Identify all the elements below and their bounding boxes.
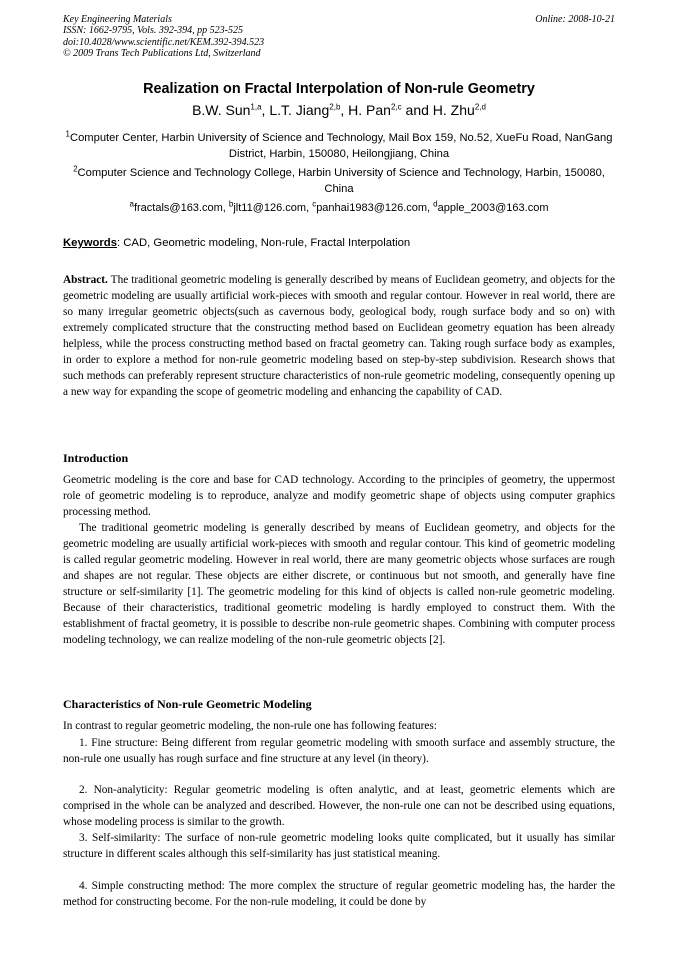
author-affiliation-mark: 2,d <box>474 102 486 112</box>
section-heading-characteristics: Characteristics of Non-rule Geometric Modeling <box>63 697 312 711</box>
introduction-paragraph-2: The traditional geometric modeling is generally described by means of Euclidean geometry, and objects for the geometric modeling are usually artificial work-pieces with smooth and regular contour. This kind of geometric modeling is called regular geometric modeling. However in real world, there are many geometric objects whose surfaces are rough and shapes are not regular. These objects are either discrete, or continuous but not smooth, and generally have fine structure or self-similarity [1]. The geometric modeling for this kind of objects is called non-rule geometric modeling. Because of their characteristics, traditional geometric modeling is hardly employed to construct them. With the establishment of fractal geometry, it is possible to describe non-rule geometric shapes. Combining with computer process modeling technology, we can realize modeling of the non-rule geometric objects [2]. <box>63 522 615 646</box>
keywords-line <box>63 237 615 249</box>
author-separator: , <box>340 102 349 118</box>
email-mark: b <box>228 199 234 209</box>
affiliation-text: Computer Science and Technology College, Harbin University of Science and Technology, Harbin, 150080, China <box>77 167 605 195</box>
keywords-label: Keywords <box>63 237 117 249</box>
abstract-label: Abstract. <box>63 274 108 286</box>
feature-item-non-analyticity: 2. Non-analyticity: Regular geometric modeling is often analytic, and at least, geometric elements which are comprised in the whole can be analyzed and described. However, the non-rule one can not be described using equations, whose modeling process is similar to the growth. <box>63 784 615 828</box>
author-affiliation-mark: 2,c <box>390 102 402 112</box>
author-name: H. Zhu <box>432 102 475 118</box>
issn-line: ISSN: 1662-9795, Vols. 392-394, pp 523-525 <box>63 25 243 37</box>
doi-line[interactable]: doi:10.4028/www.scientific.net/KEM.392-394.523 <box>63 36 265 48</box>
affiliation-text: Computer Center, Harbin University of Science and Technology, Mail Box 159, No.52, XueFu Road, NanGang District, Harbin, 150080, Heilongjiang, China <box>69 132 613 160</box>
author-emails <box>63 199 615 214</box>
affiliation-mark: 1 <box>65 129 70 139</box>
online-date: Online: 2008-10-21 <box>535 14 615 25</box>
copyright-line: © 2009 Trans Tech Publications Ltd, Switzerland <box>63 47 261 59</box>
email-address[interactable]: apple_2003@163.com <box>437 202 549 214</box>
paper-title: Realization on Fractal Interpolation of Non-rule Geometry <box>143 81 535 97</box>
author-name: B.W. Sun <box>192 102 251 118</box>
abstract-text: The traditional geometric modeling is generally described by means of Euclidean geometry, and objects for the geometric modeling are usually artificial work-pieces with smooth and regular contour. However in real world, there are so many irregular geometric objects(such as cavernous body, geological body, rough surface body and so on) with extremely complicated structure that the constructing method based on Euclidean geometry equation has been already helpless, while the process constructing method based on fractal geometry can. Taking rough surface body as examples, in order to explore a method for non-rule geometric modeling based on step-by-step subdivision. Research shows that such methods can preferably represent structure characteristics of non-rule geometric modeling, consequently opening up a new way for expanding the scope of geometric modeling and enhancing the capability of CAD. <box>63 274 615 398</box>
characteristics-intro: In contrast to regular geometric modeling, the non-rule one has following features: <box>63 720 437 732</box>
author-name: L.T. Jiang <box>269 102 330 118</box>
email-address[interactable]: jlt11@126.com, <box>233 202 313 214</box>
author-list <box>63 102 615 118</box>
email-address[interactable]: panhai1983@126.com, <box>316 202 434 214</box>
introduction-paragraph-1: Geometric modeling is the core and base for CAD technology. According to the principles of geometry, the uppermost role of geometric modeling is to reproduce, analyze and modify geometric shape of objects using computer graphics processing method. <box>63 474 615 518</box>
feature-item-fine-structure: 1. Fine structure: Being different from regular geometric modeling with smooth surface and assembly structure, the non-rule one usually has rough surface and fine structure at any level (in theory). <box>63 737 615 765</box>
feature-item-self-similarity: 3. Self-similarity: The surface of non-rule geometric modeling looks quite complicated, but it usually has similar structure in different scales although this self-similarity has just statistical meaning. <box>63 832 615 860</box>
affiliation-2 <box>63 165 615 197</box>
journal-header <box>63 14 615 59</box>
keywords-text: : CAD, Geometric modeling, Non-rule, Fractal Interpolation <box>117 237 411 249</box>
author-affiliation-mark: 2,b <box>329 102 341 112</box>
journal-name: Key Engineering Materials <box>63 14 172 25</box>
email-mark: d <box>433 199 438 209</box>
author-name: H. Pan <box>348 102 391 118</box>
feature-item-simple-constructing-method: 4. Simple constructing method: The more complex the structure of regular geometric modeling has, the harder the method for constructing become. For the non-rule modeling, it could be done by <box>63 880 615 908</box>
email-address[interactable]: fractals@163.com, <box>133 202 229 214</box>
affiliation-1 <box>63 130 615 162</box>
author-separator: and <box>401 102 433 118</box>
email-mark: a <box>129 199 134 209</box>
affiliation-mark: 2 <box>73 164 78 174</box>
section-heading-introduction: Introduction <box>63 451 129 465</box>
author-separator: , <box>261 102 270 118</box>
abstract-paragraph <box>63 272 615 400</box>
author-affiliation-mark: 1,a <box>250 102 262 112</box>
email-mark: c <box>312 199 317 209</box>
